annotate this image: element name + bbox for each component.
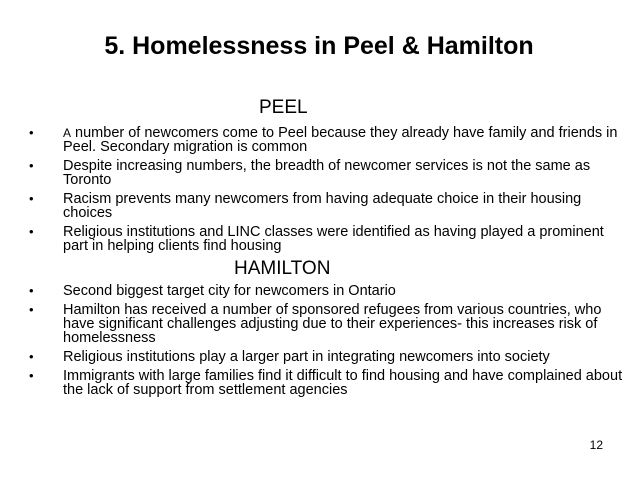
bullet-text: Second biggest target city for newcomers in Ontario — [63, 283, 396, 299]
bullet-item — [27, 303, 627, 345]
bullet-text: Religious institutions play a larger part in integrating newcomers into society — [63, 349, 550, 365]
bullet-item — [27, 350, 627, 364]
slide-title: 5. Homelessness in Peel & Hamilton — [104, 32, 534, 60]
bullet-marker: • — [29, 125, 34, 140]
bullet-text-body: number of newcomers come to Peel because they already have family and friends in Peel. Secondary migration is common — [63, 125, 618, 155]
bullet-text: Racism prevents many newcomers from having adequate choice in their housing choices — [63, 191, 582, 221]
bullet-item — [27, 192, 627, 220]
bullet-list-peel — [27, 126, 627, 258]
bullet-list-hamilton — [27, 284, 627, 402]
bullet-text: Immigrants with large families find it difficult to find housing and have complained about the lack of support from settlement agencies — [63, 368, 623, 398]
bullet-marker: • — [29, 158, 34, 173]
bullet-text — [63, 126, 627, 154]
bullet-marker: • — [29, 349, 34, 364]
bullet-item — [27, 126, 627, 154]
bullet-marker: • — [29, 224, 34, 239]
bullet-item — [27, 225, 627, 253]
section-heading-hamilton: HAMILTON — [234, 258, 331, 279]
bullet-item — [27, 369, 627, 397]
bullet-text: Despite increasing numbers, the breadth of newcomer services is not the same as Toronto — [63, 158, 591, 188]
bullet-marker: • — [29, 368, 34, 383]
bullet-marker: • — [29, 302, 34, 317]
bullet-marker: • — [29, 283, 34, 298]
bullet-item — [27, 159, 627, 187]
section-heading-peel: PEEL — [259, 97, 308, 118]
bullet-text: Religious institutions and LINC classes were identified as having played a prominent part in helping clients find housing — [63, 224, 604, 254]
bullet-lead-letter: A — [63, 126, 72, 140]
bullet-marker: • — [29, 191, 34, 206]
page-number: 12 — [589, 438, 603, 452]
bullet-text: Hamilton has received a number of sponsored refugees from various countries, who have significant challenges adjusting due to their experiences- this increases risk of homelessness — [63, 302, 602, 346]
bullet-item — [27, 284, 627, 298]
